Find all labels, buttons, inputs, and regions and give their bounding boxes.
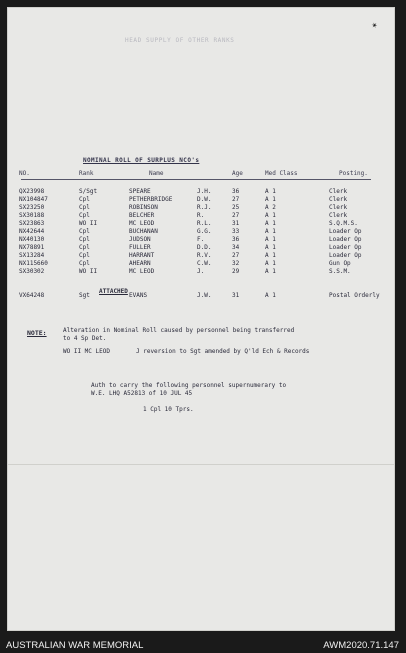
row-age: 27 [232, 252, 240, 259]
row-name: MC LEOD [129, 268, 155, 275]
row-no: SX23250 [19, 204, 45, 211]
row-rank: S/Sgt [79, 188, 98, 195]
row-age: 32 [232, 260, 240, 267]
row-name: SPEARE [129, 188, 151, 195]
row-post: S.Q.M.S. [329, 220, 358, 227]
roll-title: NOMINAL ROLL OF SURPLUS NCO's [83, 157, 200, 164]
row-age: 31 [232, 220, 240, 227]
column-header-name: Name [149, 170, 164, 177]
row-init: R.J. [197, 204, 212, 211]
row-name: JUDSON [129, 236, 151, 243]
row-no: NX40130 [19, 236, 45, 243]
row-age: 36 [232, 236, 240, 243]
column-header-age: Age [232, 170, 243, 177]
note-line-2: to 4 Sp Det. [63, 335, 107, 342]
note-line-3-prefix: WO II MC LEOD [63, 348, 110, 355]
table-row [7, 196, 395, 204]
row-med: A 1 [265, 268, 276, 275]
table-row [7, 236, 395, 244]
row-age: 36 [232, 188, 240, 195]
row-post: Loader Op [329, 228, 362, 235]
row-rank: Cpl [79, 236, 90, 243]
note-line-1: Alteration in Nominal Roll caused by personnel being transferred [63, 327, 295, 334]
row-post: Gun Op [329, 260, 351, 267]
row-med: A 1 [265, 188, 276, 195]
table-row [7, 212, 395, 220]
table-row [7, 260, 395, 268]
row-name: FULLER [129, 244, 151, 251]
document-page [7, 7, 395, 631]
row-rank: Cpl [79, 204, 90, 211]
row-med: A 1 [265, 228, 276, 235]
row-med: A 1 [265, 220, 276, 227]
row-name: BUCHANAN [129, 228, 158, 235]
row-init: D.W. [197, 196, 212, 203]
row-no: NX115660 [19, 260, 48, 267]
attached-rank: Sgt [79, 292, 90, 299]
attached-initials: J.W. [197, 292, 212, 299]
auth-line-3: 1 Cpl 10 Tprs. [143, 406, 194, 413]
table-row [7, 220, 395, 228]
row-init: J. [197, 268, 205, 275]
note-line-3: J reversion to Sgt amended by Q'ld Ech & Records [136, 348, 310, 355]
row-age: 25 [232, 204, 240, 211]
row-init: C.W. [197, 260, 212, 267]
row-name: BELCHER [129, 212, 155, 219]
paper-fold-line [7, 464, 395, 465]
row-no: SX30188 [19, 212, 45, 219]
row-no: NX104847 [19, 196, 48, 203]
attached-heading: ATTACHED [99, 288, 128, 295]
row-age: 33 [232, 228, 240, 235]
row-rank: Cpl [79, 244, 90, 251]
row-age: 27 [232, 196, 240, 203]
attached-age: 31 [232, 292, 240, 299]
attached-no: VX64248 [19, 292, 45, 299]
column-header-row [7, 170, 395, 178]
corner-mark: ✶ [370, 20, 379, 32]
auth-line-1: Auth to carry the following personnel supernumerary to [91, 382, 287, 389]
row-age: 29 [232, 268, 240, 275]
archive-footer [0, 633, 406, 653]
row-no: SX13284 [19, 252, 45, 259]
row-rank: WO II [79, 220, 98, 227]
row-med: A 1 [265, 260, 276, 267]
table-row [7, 188, 395, 196]
row-init: J.H. [197, 188, 212, 195]
row-rank: Cpl [79, 252, 90, 259]
row-rank: Cpl [79, 228, 90, 235]
table-row [7, 228, 395, 236]
column-header-no: NO. [19, 170, 30, 177]
faded-header: HEAD SUPPLY OF OTHER RANKS [125, 37, 235, 44]
row-post: Clerk [329, 196, 348, 203]
attached-name: EVANS [129, 292, 148, 299]
row-no: SX30302 [19, 268, 45, 275]
attached-posting: Postal Orderly [329, 292, 380, 299]
column-header-posting: Posting. [339, 170, 368, 177]
row-post: Clerk [329, 204, 348, 211]
row-init: D.D. [197, 244, 212, 251]
table-row [7, 244, 395, 252]
footer-reference: AWM2020.71.147 [323, 640, 399, 651]
row-rank: WO II [79, 268, 98, 275]
row-med: A 1 [265, 212, 276, 219]
row-age: 34 [232, 244, 240, 251]
table-row [7, 268, 395, 276]
column-header-med-class: Med Class [265, 170, 298, 177]
row-post: Clerk [329, 212, 348, 219]
row-post: Loader Op [329, 236, 362, 243]
attached-row [7, 292, 395, 300]
row-post: S.S.M. [329, 268, 351, 275]
row-post: Loader Op [329, 252, 362, 259]
note-label: NOTE: [27, 329, 47, 337]
row-no: SX23863 [19, 220, 45, 227]
table-row [7, 204, 395, 212]
table-row [7, 252, 395, 260]
row-rank: Cpl [79, 260, 90, 267]
footer-institution: AUSTRALIAN WAR MEMORIAL [6, 640, 144, 651]
row-rank: Cpl [79, 196, 90, 203]
row-age: 27 [232, 212, 240, 219]
row-no: NX78891 [19, 244, 45, 251]
auth-line-2: W.E. LHQ A52813 of 10 JUL 45 [91, 390, 193, 397]
column-header-rank: Rank [79, 170, 94, 177]
row-name: HARRANT [129, 252, 155, 259]
row-name: ROBINSON [129, 204, 158, 211]
row-init: R.V. [197, 252, 212, 259]
row-med: A 1 [265, 236, 276, 243]
row-med: A 1 [265, 252, 276, 259]
row-init: R.L. [197, 220, 212, 227]
row-name: MC LEOD [129, 220, 155, 227]
row-init: F. [197, 236, 205, 243]
attached-med: A 1 [265, 292, 276, 299]
row-no: NX42644 [19, 228, 45, 235]
row-med: A 1 [265, 244, 276, 251]
row-name: AHEARN [129, 260, 151, 267]
row-init: G.G. [197, 228, 212, 235]
row-rank: Cpl [79, 212, 90, 219]
row-init: R. [197, 212, 205, 219]
row-no: QX23998 [19, 188, 45, 195]
header-rule [21, 179, 371, 180]
row-name: PETHERBRIDGE [129, 196, 173, 203]
row-med: A 1 [265, 196, 276, 203]
row-med: A 2 [265, 204, 276, 211]
row-post: Clerk [329, 188, 348, 195]
row-post: Loader Op [329, 244, 362, 251]
